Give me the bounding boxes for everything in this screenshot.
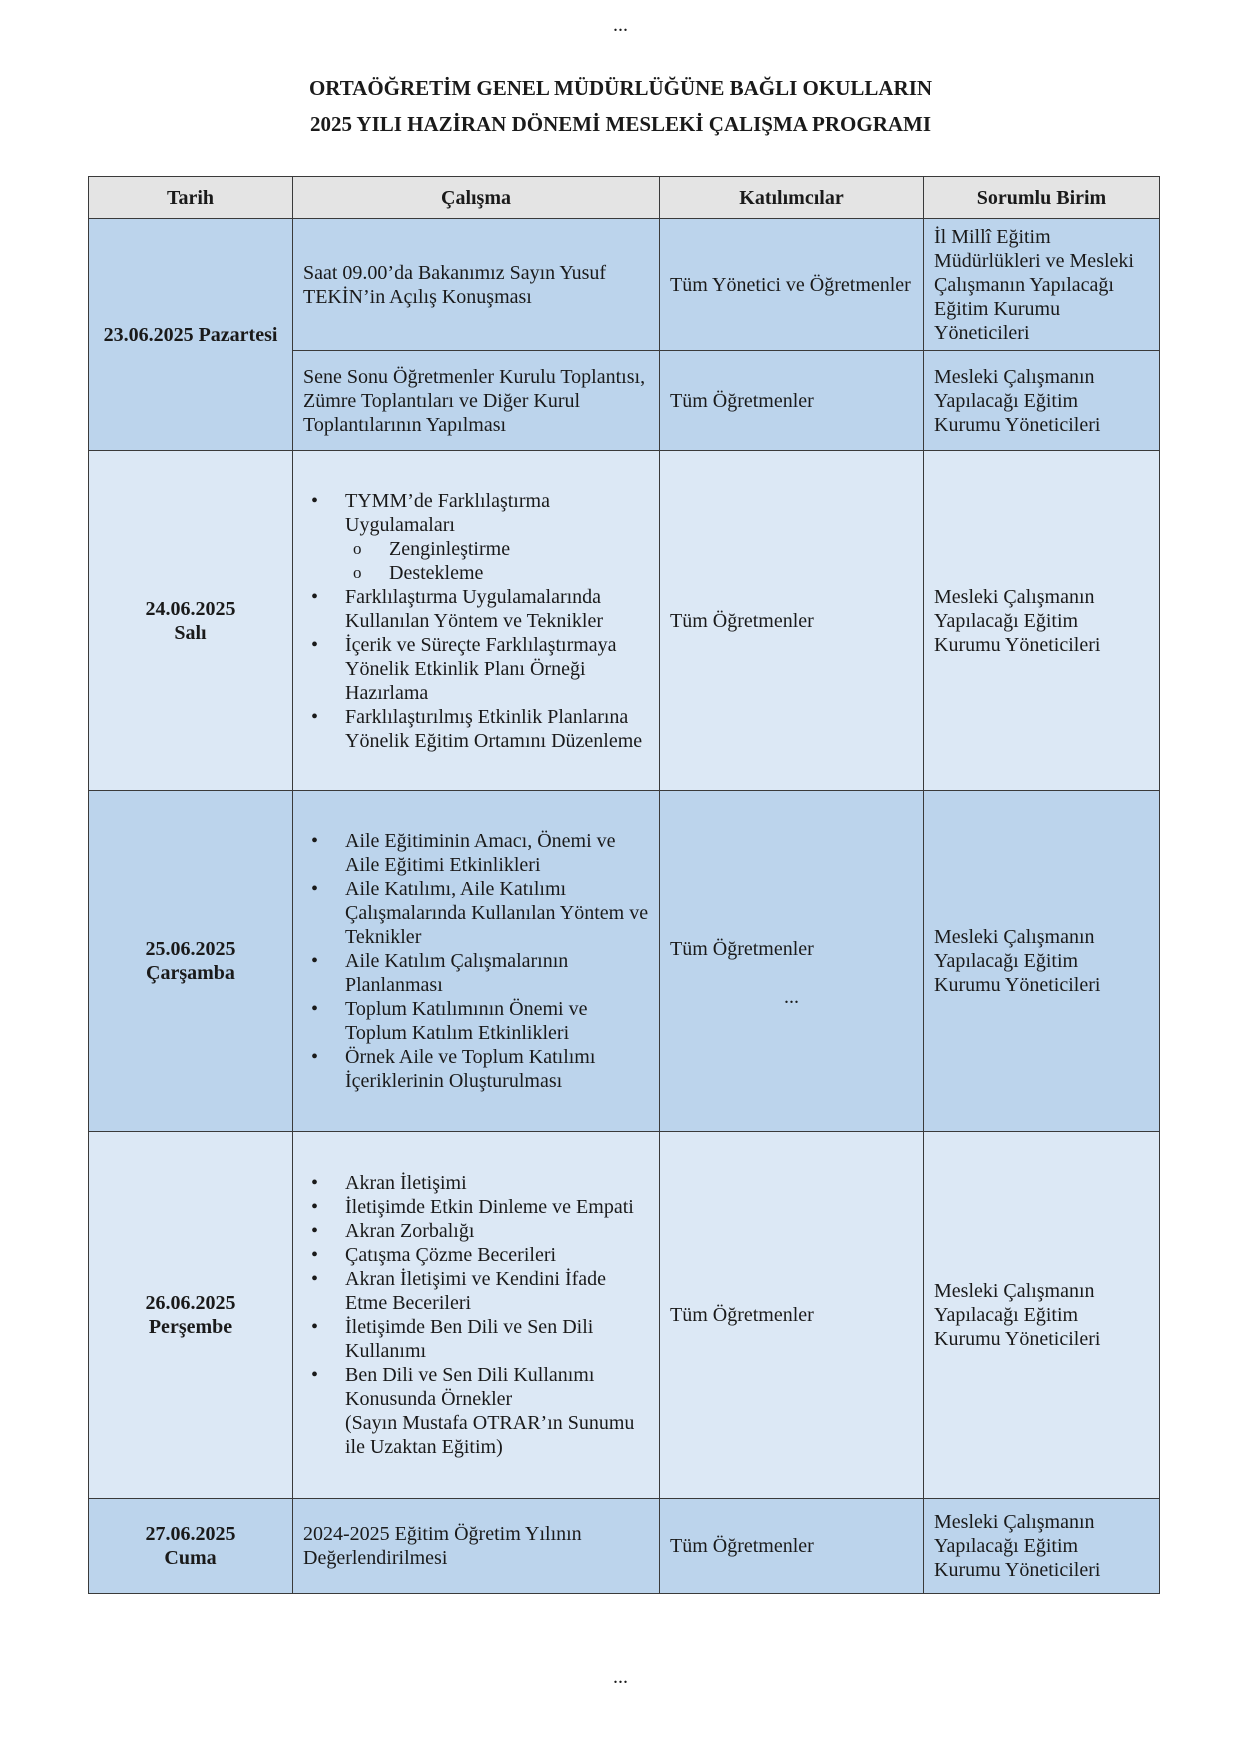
- list-item: • İletişimde Etkin Dinleme ve Empati: [345, 1195, 649, 1219]
- study-text: 2024-2025 Eğitim Öğretim Yılının Değerlendirilmesi: [303, 1523, 582, 1569]
- responsible-cell: [924, 219, 1160, 351]
- date-cell: [89, 451, 293, 791]
- topic-list: [303, 1171, 649, 1459]
- participants-cell: [660, 1132, 924, 1499]
- study-cell: [293, 451, 660, 791]
- study-cell: [293, 1132, 660, 1499]
- responsible-text: Mesleki Çalışmanın Yapılacağı Eğitim Kurumu Yöneticileri: [934, 926, 1101, 996]
- header-date: Tarih: [89, 177, 293, 219]
- responsible-text: Mesleki Çalışmanın Yapılacağı Eğitim Kurumu Yöneticileri: [934, 585, 1101, 656]
- participants-cell: [660, 351, 924, 451]
- table-header-row: [89, 177, 1160, 219]
- table-row: [89, 451, 1160, 791]
- responsible-cell: [924, 351, 1160, 451]
- study-text: Saat 09.00’da Bakanımız Sayın Yusuf TEKİN’in Açılış Konuşması: [303, 261, 607, 308]
- participants-cell: [660, 219, 924, 351]
- responsible-cell: [924, 1132, 1160, 1499]
- participants-text: Tüm Öğretmenler: [670, 1304, 814, 1326]
- table-row: [89, 1499, 1160, 1594]
- list-item: • Aile Katılım Çalışmalarının Planlanması: [345, 949, 649, 997]
- table-row: [89, 219, 1160, 351]
- responsible-text: Mesleki Çalışmanın Yapılacağı Eğitim Kurumu Yöneticileri: [934, 1511, 1101, 1581]
- day-name-text: Salı: [174, 621, 207, 644]
- title-line-1: ORTAÖĞRETİM GENEL MÜDÜRLÜĞÜNE BAĞLI OKULLARIN: [308, 76, 933, 100]
- study-cell: [293, 219, 660, 351]
- page-bottom-marker: ...: [613, 1666, 628, 1688]
- list-item: [345, 1363, 649, 1459]
- program-table: [88, 176, 1160, 1594]
- study-text: Sene Sonu Öğretmenler Kurulu Toplantısı, Zümre Toplantıları ve Diğer Kurul Toplantılarının Yapılması: [303, 365, 646, 436]
- list-item: • Farklılaştırma Uygulamalarında Kullanılan Yöntem ve Teknikler: [345, 585, 649, 633]
- header-study: Çalışma: [293, 177, 660, 219]
- list-item: • Çatışma Çözme Becerileri: [345, 1243, 649, 1267]
- date-text: 24.06.2025: [145, 597, 236, 620]
- participants-text: Tüm Yönetici ve Öğretmenler: [670, 273, 911, 296]
- list-item: • İletişimde Ben Dili ve Sen Dili Kullanımı: [345, 1315, 649, 1363]
- participants-ellipsis: ...: [784, 986, 799, 1008]
- participants-text: Tüm Öğretmenler: [670, 1535, 814, 1557]
- participants-text: Tüm Öğretmenler: [670, 389, 814, 412]
- participants-cell: [660, 791, 924, 1132]
- sub-list-item: o Zenginleştirme: [389, 537, 649, 561]
- topic-text: TYMM’de Farklılaştırma Uygulamaları: [345, 489, 550, 536]
- date-cell: [89, 791, 293, 1132]
- subtopic-list: [345, 537, 649, 585]
- list-item: • Akran Zorbalığı: [345, 1219, 649, 1243]
- list-item: • Toplum Katılımının Önemi ve Toplum Katılım Etkinlikleri: [345, 997, 649, 1045]
- list-item: • Aile Katılımı, Aile Katılımı Çalışmalarında Kullanılan Yöntem ve Teknikler: [345, 877, 649, 949]
- date-cell: [89, 1499, 293, 1594]
- responsible-cell: [924, 451, 1160, 791]
- list-item: • Örnek Aile ve Toplum Katılımı İçeriklerinin Oluşturulması: [345, 1045, 649, 1093]
- list-item: • Akran İletişimi ve Kendini İfade Etme Becerileri: [345, 1267, 649, 1315]
- topic-list: [303, 829, 649, 1093]
- day-name-text: Çarşamba: [146, 962, 235, 984]
- list-item: • Farklılaştırılmış Etkinlik Planlarına Yönelik Eğitim Ortamını Düzenleme: [345, 705, 649, 753]
- date-text: 25.06.2025: [145, 938, 236, 960]
- header-participants: Katılımcılar: [660, 177, 924, 219]
- responsible-text: Mesleki Çalışmanın Yapılacağı Eğitim Kurumu Yöneticileri: [934, 365, 1101, 436]
- study-cell: [293, 351, 660, 451]
- date-text: 27.06.2025: [145, 1523, 236, 1545]
- day-name-text: Cuma: [164, 1547, 217, 1569]
- participants-text: Tüm Öğretmenler: [670, 938, 814, 960]
- participants-cell: [660, 451, 924, 791]
- date-text: 26.06.2025: [145, 1292, 236, 1314]
- topic-list: [303, 489, 649, 753]
- sub-list-item: o Destekleme: [389, 561, 649, 585]
- participants-text: Tüm Öğretmenler: [670, 609, 814, 632]
- list-item: • İçerik ve Süreçte Farklılaştırmaya Yönelik Etkinlik Planı Örneği Hazırlama: [345, 633, 649, 705]
- header-responsible: Sorumlu Birim: [924, 177, 1160, 219]
- responsible-cell: [924, 791, 1160, 1132]
- study-cell: [293, 791, 660, 1132]
- topic-note: (Sayın Mustafa OTRAR’ın Sunumu ile Uzaktan Eğitim): [345, 1412, 635, 1458]
- table-row: [89, 1132, 1160, 1499]
- date-cell: [89, 1132, 293, 1499]
- day-name-text: Perşembe: [148, 1316, 233, 1338]
- study-cell: [293, 1499, 660, 1594]
- responsible-cell: [924, 1499, 1160, 1594]
- participants-cell: [660, 1499, 924, 1594]
- topic-text: Ben Dili ve Sen Dili Kullanımı Konusunda Örnekler: [345, 1364, 595, 1410]
- page-top-marker: ...: [613, 14, 628, 36]
- title-line-2: 2025 YILI HAZİRAN DÖNEMİ MESLEKİ ÇALIŞMA PROGRAMI: [309, 112, 932, 136]
- responsible-text: Mesleki Çalışmanın Yapılacağı Eğitim Kurumu Yöneticileri: [934, 1280, 1101, 1350]
- table-row: [89, 791, 1160, 1132]
- responsible-text: İl Millî Eğitim Müdürlükleri ve Mesleki Çalışmanın Yapılacağı Eğitim Kurumu Yöneticileri: [934, 225, 1134, 344]
- document-title: [0, 70, 1241, 142]
- list-item: • Akran İletişimi: [345, 1171, 649, 1195]
- date-cell: [89, 219, 293, 451]
- date-text: 23.06.2025 Pazartesi: [103, 323, 278, 346]
- list-item: [345, 489, 649, 585]
- list-item: • Aile Eğitiminin Amacı, Önemi ve Aile Eğitimi Etkinlikleri: [345, 829, 649, 877]
